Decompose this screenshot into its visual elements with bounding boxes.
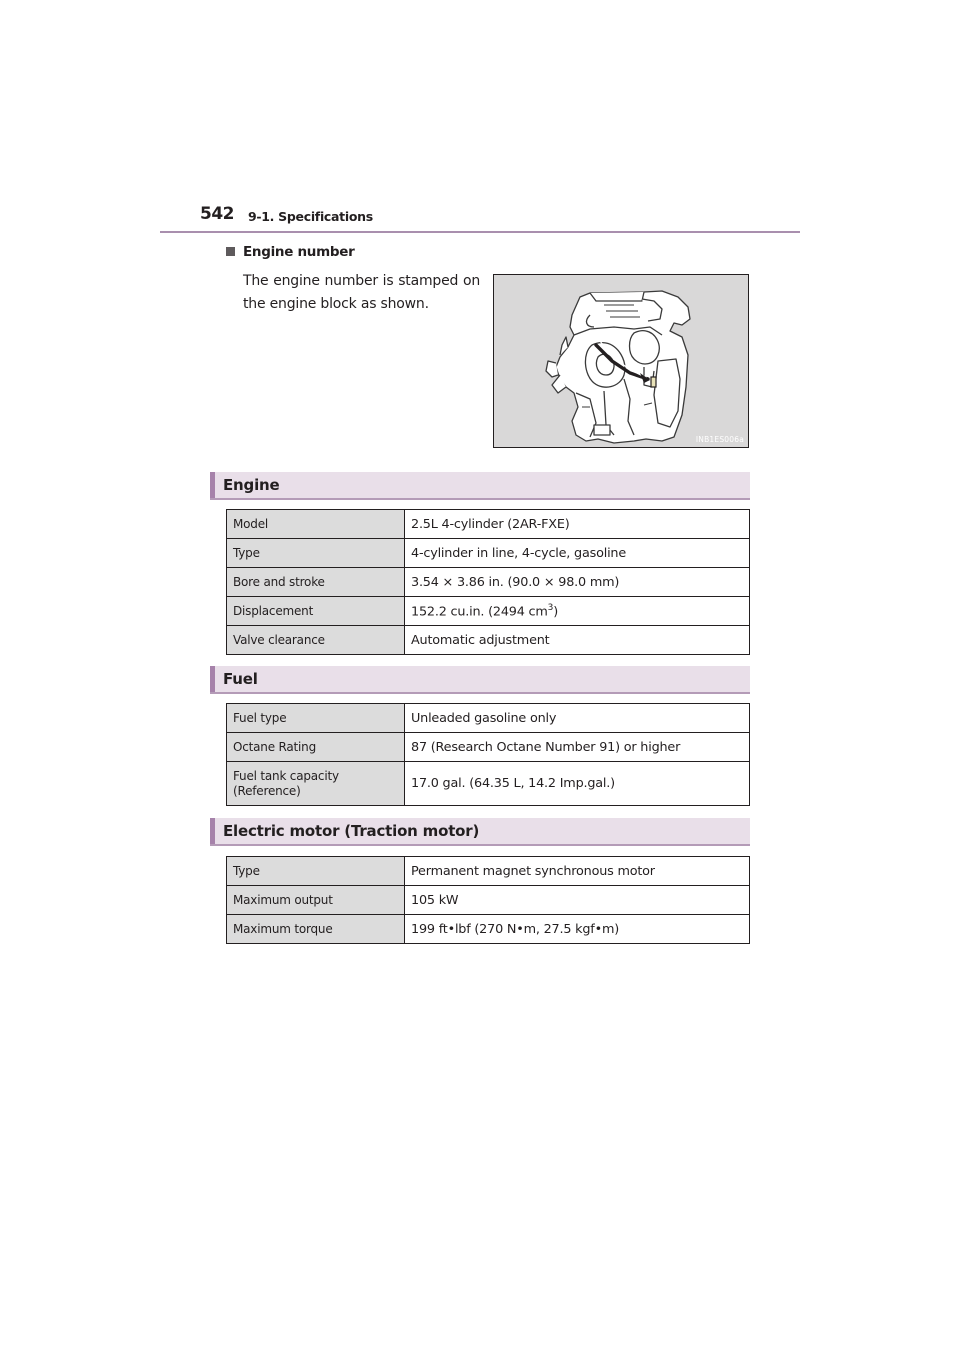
motor-spec-table	[226, 856, 750, 944]
row-label: Model	[227, 510, 405, 539]
engine-number-heading	[226, 244, 354, 260]
fuel-section-header	[210, 666, 750, 694]
engine-number-text: The engine number is stamped on the engine block as shown.	[243, 273, 480, 312]
row-value: 199 ft•lbf (270 N•m, 27.5 kgf•m)	[405, 915, 750, 944]
row-label: Octane Rating	[227, 733, 405, 762]
table-row	[227, 857, 750, 886]
section-title: 9-1. Specifications	[248, 209, 373, 224]
fuel-spec-table	[226, 703, 750, 806]
motor-section-title: Electric motor (Traction motor)	[223, 822, 480, 840]
fuel-section-title: Fuel	[223, 670, 258, 688]
motor-section-header	[210, 818, 750, 846]
table-row	[227, 510, 750, 539]
figure-code: INB1ES006a	[695, 435, 744, 444]
row-label: Valve clearance	[227, 626, 405, 655]
row-label: Type	[227, 857, 405, 886]
row-value: 105 kW	[405, 886, 750, 915]
row-value: 17.0 gal. (64.35 L, 14.2 Imp.gal.)	[405, 762, 750, 806]
row-label: Type	[227, 539, 405, 568]
displacement-superscript: 3	[547, 602, 554, 613]
row-value: 87 (Research Octane Number 91) or higher	[405, 733, 750, 762]
row-label-line-1: Fuel tank capacity	[233, 768, 339, 783]
table-row	[227, 886, 750, 915]
table-row	[227, 597, 750, 626]
row-label	[227, 762, 405, 806]
row-label: Fuel type	[227, 704, 405, 733]
row-label: Maximum torque	[227, 915, 405, 944]
page-header	[160, 204, 800, 234]
page-number: 542	[200, 204, 234, 224]
row-value: 3.54 × 3.86 in. (90.0 × 98.0 mm)	[405, 568, 750, 597]
engine-section-title: Engine	[223, 476, 280, 494]
engine-section-header	[210, 472, 750, 500]
row-label: Bore and stroke	[227, 568, 405, 597]
engine-spec-table	[226, 509, 750, 655]
table-row	[227, 733, 750, 762]
engine-number-heading-text: Engine number	[243, 244, 355, 260]
engine-block-drawing	[494, 275, 748, 447]
row-value: Permanent magnet synchronous motor	[405, 857, 750, 886]
row-value: Unleaded gasoline only	[405, 704, 750, 733]
row-value: 2.5L 4-cylinder (2AR-FXE)	[405, 510, 750, 539]
header-divider	[160, 231, 800, 233]
table-row	[227, 762, 750, 806]
table-row	[227, 704, 750, 733]
table-row	[227, 626, 750, 655]
row-label: Maximum output	[227, 886, 405, 915]
row-label-line-2: (Reference)	[233, 783, 301, 798]
table-row	[227, 568, 750, 597]
row-value: Automatic adjustment	[405, 626, 750, 655]
displacement-value-tail: )	[553, 604, 558, 620]
displacement-value: 152.2 cu.in. (2494 cm	[411, 604, 548, 620]
table-row	[227, 539, 750, 568]
table-row	[227, 915, 750, 944]
row-value	[405, 597, 750, 626]
row-label: Displacement	[227, 597, 405, 626]
square-bullet-icon	[226, 247, 235, 256]
row-value: 4-cylinder in line, 4-cycle, gasoline	[405, 539, 750, 568]
engine-illustration	[493, 274, 749, 448]
